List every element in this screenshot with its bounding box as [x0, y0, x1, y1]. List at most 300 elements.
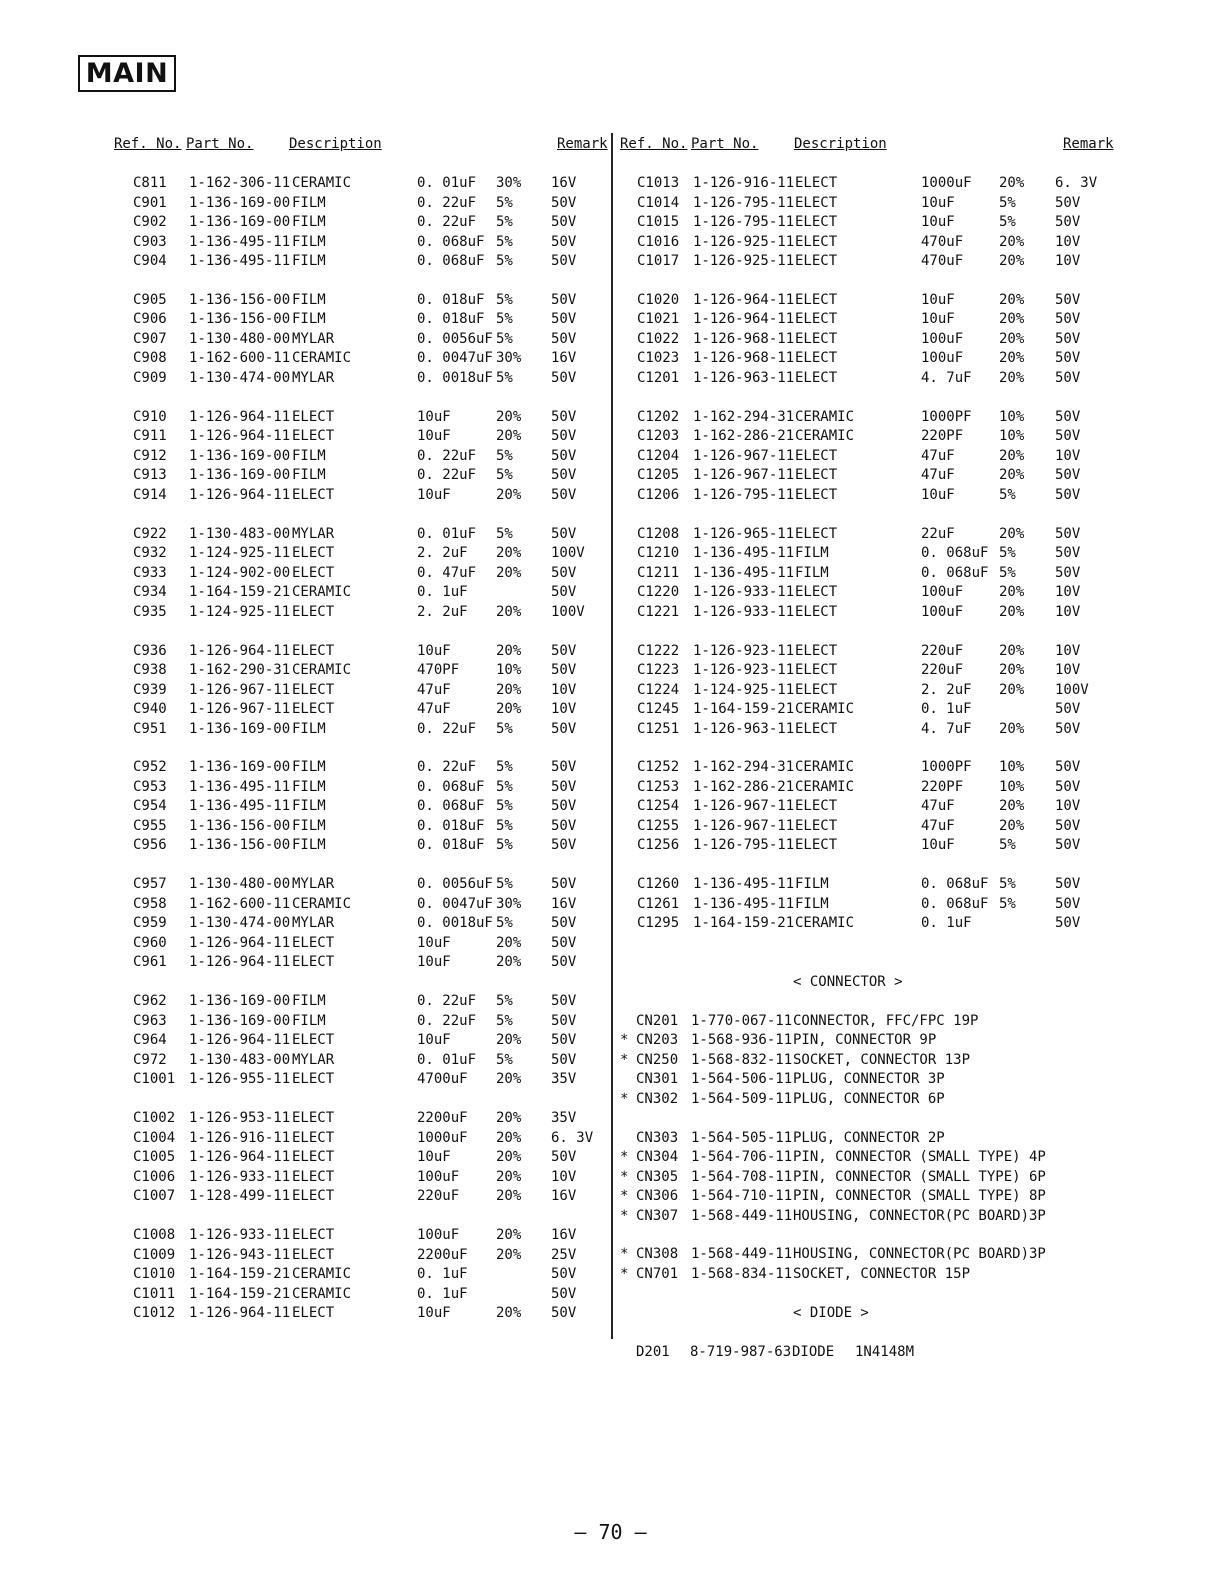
ref-no: C1205 [637, 467, 680, 484]
description: PLUG, CONNECTOR 3P [793, 1071, 945, 1088]
part-no: 1-126-955-11 [189, 1071, 291, 1088]
ref-no: C1222 [637, 642, 680, 659]
ref-no: C1014 [637, 194, 680, 211]
description: FILM [292, 194, 326, 211]
tolerance: 20% [496, 1149, 522, 1166]
description: FILM [292, 798, 326, 815]
tolerance: 20% [999, 447, 1025, 464]
part-no: 1-568-449-11 [691, 1246, 793, 1263]
tolerance: 20% [496, 408, 522, 425]
tolerance: 20% [496, 1188, 522, 1205]
part-no: 1-130-483-00 [189, 525, 291, 542]
part-no: 1-126-964-11 [693, 311, 795, 328]
value: 0. 068uF [921, 564, 989, 581]
description: DIODE [792, 1343, 835, 1360]
part-no: 1-126-964-11 [189, 1305, 291, 1322]
description: MYLAR [292, 915, 335, 932]
part-no: 1-124-925-11 [693, 681, 795, 698]
part-no: 1-124-925-11 [189, 603, 291, 620]
description: FILM [292, 214, 326, 230]
tolerance: 20% [496, 564, 522, 581]
description: PIN, CONNECTOR (SMALL TYPE) 8P [793, 1188, 1046, 1205]
value: 0. 22uF [417, 214, 477, 230]
value: 10uF [417, 1149, 451, 1166]
tolerance: 20% [999, 467, 1025, 484]
description: ELECT [292, 408, 335, 425]
ref-no: C957 [133, 876, 167, 893]
rating: 50V [551, 642, 577, 659]
part-no: 1-130-480-00 [189, 330, 291, 347]
ref-no: C938 [133, 662, 167, 679]
tolerance: 20% [999, 681, 1025, 698]
tolerance: 20% [496, 1227, 522, 1244]
tolerance: 20% [496, 701, 522, 718]
ref-no: C1023 [637, 350, 680, 367]
tolerance: 5% [496, 253, 513, 269]
description: ELECT [292, 486, 335, 503]
part-no: 1-164-159-21 [693, 915, 795, 932]
tolerance: 5% [496, 311, 513, 328]
part-no: 1-136-156-00 [189, 817, 291, 834]
rating: 50V [1055, 817, 1081, 834]
description: ELECT [795, 662, 838, 679]
ref-no: C1006 [133, 1168, 176, 1185]
ref-no: C940 [133, 701, 167, 718]
ref-no: C936 [133, 642, 167, 659]
rating: 50V [551, 253, 577, 269]
rating: 50V [1055, 467, 1081, 484]
tolerance: 30% [496, 350, 522, 367]
tolerance: 10% [999, 759, 1025, 776]
rating: 50V [551, 467, 577, 484]
description: ELECT [795, 467, 838, 484]
rating: 50V [1055, 895, 1081, 912]
rating: 10V [1055, 642, 1081, 659]
tolerance: 5% [999, 876, 1016, 893]
tolerance: 20% [496, 954, 522, 971]
ref-no: CN250 [636, 1051, 679, 1068]
value: 0. 018uF [417, 311, 485, 328]
part-no: 1-126-933-11 [693, 603, 795, 620]
description: ELECT [795, 447, 838, 464]
part-no: 1-164-159-21 [189, 1266, 291, 1283]
description: ELECT [292, 1227, 335, 1244]
value: 0. 47uF [417, 564, 477, 581]
value: 0. 068uF [417, 253, 485, 269]
tolerance: 5% [999, 486, 1016, 503]
description: FILM [292, 233, 326, 250]
value: 0. 01uF [417, 1051, 477, 1068]
value: 10uF [921, 194, 955, 211]
part-no: 1-136-495-11 [693, 876, 795, 893]
part-no: 1-126-916-11 [693, 175, 795, 191]
tolerance: 20% [496, 545, 522, 562]
tolerance: 5% [999, 214, 1016, 230]
rating: 35V [551, 1110, 577, 1127]
rating: 50V [551, 778, 577, 795]
ref-no: C1261 [637, 895, 680, 912]
rating: 50V [551, 194, 577, 211]
part-no: 1-126-933-11 [189, 1168, 291, 1185]
tolerance: 20% [999, 642, 1025, 659]
tolerance: 20% [496, 1071, 522, 1088]
rating: 50V [1055, 330, 1081, 347]
value: 1000PF [921, 759, 972, 776]
tolerance: 20% [496, 934, 522, 951]
part-no: 1-126-964-11 [189, 934, 291, 951]
description: ELECT [795, 253, 838, 269]
value: 1000PF [921, 408, 972, 425]
part-no: 1-136-169-00 [189, 1012, 291, 1029]
value: 2200uF [417, 1246, 468, 1263]
description: SOCKET, CONNECTOR 15P [793, 1265, 971, 1282]
tolerance: 20% [999, 662, 1025, 679]
part-no: 1-136-495-11 [693, 895, 795, 912]
tolerance: 5% [496, 467, 513, 484]
value: 47uF [921, 817, 955, 834]
part-no: 1-568-936-11 [691, 1032, 793, 1049]
ref-no: C908 [133, 350, 167, 367]
description: FILM [292, 291, 326, 308]
part-no: 1-126-963-11 [693, 369, 795, 386]
ref-no: C1256 [637, 837, 680, 854]
tolerance: 20% [999, 369, 1025, 386]
rating: 50V [1055, 876, 1081, 893]
rating: 50V [1055, 408, 1081, 425]
ref-no: CN306 [636, 1188, 679, 1205]
value: 1000uF [417, 1129, 468, 1146]
ref-no: C1253 [637, 778, 680, 795]
description: CERAMIC [292, 1285, 352, 1302]
value: 0. 1uF [417, 584, 468, 601]
description: HOUSING, CONNECTOR(PC BOARD)3P [793, 1246, 1046, 1263]
tolerance: 20% [999, 798, 1025, 815]
part-no: 1-126-916-11 [189, 1129, 291, 1146]
description: ELECT [292, 642, 335, 659]
description: ELECT [795, 525, 838, 542]
value: 47uF [921, 467, 955, 484]
tolerance: 10% [999, 778, 1025, 795]
part-no: 1-126-933-11 [189, 1227, 291, 1244]
value: 0. 1uF [417, 1266, 468, 1283]
ref-no: C1220 [637, 584, 680, 601]
rating: 50V [1055, 350, 1081, 367]
value: 10uF [921, 311, 955, 328]
rating: 50V [551, 584, 577, 601]
part-no: 1-130-474-00 [189, 369, 291, 386]
part-no: 1-130-483-00 [189, 1051, 291, 1068]
rating: 50V [551, 759, 577, 776]
ref-no: C972 [133, 1051, 167, 1068]
ref-no: C1001 [133, 1071, 176, 1088]
description: ELECT [292, 1188, 335, 1205]
header-part-left: Part No. [186, 136, 254, 152]
rating: 50V [551, 1305, 577, 1322]
part-no: 1-568-834-11 [691, 1265, 793, 1282]
value: 0. 01uF [417, 175, 477, 191]
safety-mark: * [620, 1149, 629, 1166]
value: 10uF [417, 1305, 451, 1322]
value: 470uF [921, 253, 964, 269]
description: CERAMIC [795, 778, 855, 795]
value: 220uF [921, 662, 964, 679]
ref-no: CN201 [636, 1012, 679, 1029]
description: PIN, CONNECTOR (SMALL TYPE) 6P [793, 1168, 1046, 1185]
value: 47uF [921, 798, 955, 815]
description: FILM [292, 759, 326, 776]
value: 1000uF [921, 175, 972, 191]
tolerance: 5% [496, 369, 513, 386]
part-no: 1-126-964-11 [189, 1032, 291, 1049]
ref-no: C932 [133, 545, 167, 562]
ref-no: C913 [133, 467, 167, 484]
ref-no: C1009 [133, 1246, 176, 1263]
ref-no: C909 [133, 369, 167, 386]
ref-no: C1206 [637, 486, 680, 503]
ref-no: CN303 [636, 1129, 679, 1146]
safety-mark: * [620, 1246, 629, 1263]
description: MYLAR [292, 369, 335, 386]
ref-no: C912 [133, 447, 167, 464]
tolerance: 10% [496, 662, 522, 679]
description: ELECT [795, 175, 838, 191]
tolerance: 20% [496, 486, 522, 503]
part-no: 1-136-169-00 [189, 720, 291, 737]
part-no: 1-162-294-31 [693, 759, 795, 776]
ref-no: C1221 [637, 603, 680, 620]
description: ELECT [292, 934, 335, 951]
description: CERAMIC [292, 175, 352, 191]
part-no: 1-126-953-11 [189, 1110, 291, 1127]
rating: 50V [1055, 525, 1081, 542]
rating: 50V [551, 525, 577, 542]
rating: 50V [551, 428, 577, 445]
part-no: 1-126-968-11 [693, 330, 795, 347]
ref-no: C906 [133, 311, 167, 328]
tolerance: 5% [496, 993, 513, 1010]
value: 0. 0018uF [417, 369, 493, 386]
ref-no: C1004 [133, 1129, 176, 1146]
description: CERAMIC [795, 915, 855, 932]
tolerance: 20% [496, 428, 522, 445]
rating: 50V [551, 233, 577, 250]
rating: 50V [1055, 759, 1081, 776]
tolerance: 5% [999, 895, 1016, 912]
value: 10uF [417, 428, 451, 445]
part-no: 8-719-987-63 [690, 1343, 792, 1360]
value: 10uF [417, 642, 451, 659]
ref-no: C1255 [637, 817, 680, 834]
rating: 10V [1055, 798, 1081, 815]
tolerance: 5% [496, 194, 513, 211]
part-no: 1-126-943-11 [189, 1246, 291, 1263]
part-no: 1-128-499-11 [189, 1188, 291, 1205]
description: ELECT [795, 603, 838, 620]
rating: 50V [551, 369, 577, 386]
rating: 50V [551, 1051, 577, 1068]
ref-no: C955 [133, 817, 167, 834]
value: 10uF [417, 934, 451, 951]
tolerance: 5% [496, 330, 513, 347]
rating: 6. 3V [1055, 175, 1098, 191]
ref-no: C1002 [133, 1110, 176, 1127]
rating: 10V [1055, 584, 1081, 601]
diode-section-title: < DIODE > [793, 1304, 869, 1321]
description: ELECT [795, 291, 838, 308]
part-no: 1-124-925-11 [189, 545, 291, 562]
safety-mark: * [620, 1168, 629, 1185]
description: MYLAR [292, 876, 335, 893]
description: FILM [795, 895, 829, 912]
description: ELECT [795, 642, 838, 659]
value: 10uF [921, 837, 955, 854]
part-no: 1-136-169-00 [189, 447, 291, 464]
ref-no: C939 [133, 681, 167, 698]
ref-no: C1208 [637, 525, 680, 542]
value: 2. 2uF [417, 603, 468, 620]
ref-no: C956 [133, 837, 167, 854]
value: 220PF [921, 428, 964, 445]
part-no: 1-162-306-11 [189, 175, 291, 191]
column-divider [611, 133, 613, 1339]
ref-no: C1254 [637, 798, 680, 815]
description: ELECT [795, 194, 838, 211]
part-no: 1-136-495-11 [693, 545, 795, 562]
tolerance: 20% [496, 642, 522, 659]
tolerance: 20% [999, 311, 1025, 328]
part-no: 1-126-795-11 [693, 486, 795, 503]
description: ELECT [292, 701, 335, 718]
value: 0. 0056uF [417, 876, 493, 893]
ref-no: C963 [133, 1012, 167, 1029]
value: 220uF [921, 642, 964, 659]
description: FILM [795, 545, 829, 562]
value: 0. 018uF [417, 837, 485, 854]
value: 0. 068uF [921, 545, 989, 562]
description: ELECT [292, 1129, 335, 1146]
ref-no: C962 [133, 993, 167, 1010]
part-no: 1-136-169-00 [189, 194, 291, 211]
part-no: 1-162-600-11 [189, 895, 291, 912]
description: MYLAR [292, 525, 335, 542]
description: CERAMIC [292, 584, 352, 601]
safety-mark: * [620, 1188, 629, 1205]
description: ELECT [795, 330, 838, 347]
value: 0. 068uF [921, 876, 989, 893]
part-no: 1-136-156-00 [189, 837, 291, 854]
description: FILM [292, 1012, 326, 1029]
value: 470PF [417, 662, 460, 679]
description: ELECT [292, 1071, 335, 1088]
rating: 16V [551, 350, 577, 367]
ref-no: CN305 [636, 1168, 679, 1185]
rating: 100V [551, 603, 585, 620]
ref-no: C904 [133, 253, 167, 269]
value: 0. 22uF [417, 447, 477, 464]
value: 100uF [417, 1227, 460, 1244]
tolerance: 20% [999, 817, 1025, 834]
tolerance: 20% [999, 233, 1025, 250]
rating: 50V [551, 486, 577, 503]
description: ELECT [795, 214, 838, 230]
part-no: 1-564-710-11 [691, 1188, 793, 1205]
rating: 10V [1055, 253, 1081, 269]
ref-no: C954 [133, 798, 167, 815]
description: HOUSING, CONNECTOR(PC BOARD)3P [793, 1207, 1046, 1224]
ref-no: C1008 [133, 1227, 176, 1244]
rating: 50V [1055, 778, 1081, 795]
description: ELECT [292, 1149, 335, 1166]
part-no: 1-770-067-11 [691, 1012, 793, 1029]
ref-no: C1201 [637, 369, 680, 386]
ref-no: C958 [133, 895, 167, 912]
safety-mark: * [620, 1032, 629, 1049]
description: ELECT [292, 954, 335, 971]
rating: 50V [551, 1032, 577, 1049]
description: ELECT [292, 545, 335, 562]
ref-no: C911 [133, 428, 167, 445]
description: CERAMIC [292, 1266, 352, 1283]
description: CERAMIC [292, 350, 352, 367]
value: 0. 0047uF [417, 895, 493, 912]
description: CERAMIC [292, 662, 352, 679]
rating: 50V [1055, 837, 1081, 854]
description: CERAMIC [795, 701, 855, 718]
value: 2. 2uF [417, 545, 468, 562]
value: 100uF [921, 584, 964, 601]
description: ELECT [795, 584, 838, 601]
part-no: 1-136-156-00 [189, 291, 291, 308]
part-no: 1-162-286-21 [693, 778, 795, 795]
ref-no: C952 [133, 759, 167, 776]
value: 4. 7uF [921, 720, 972, 737]
tolerance: 10% [999, 428, 1025, 445]
tolerance: 10% [999, 408, 1025, 425]
part-no: 1-126-964-11 [189, 642, 291, 659]
tolerance: 5% [496, 915, 513, 932]
description: ELECT [292, 603, 335, 620]
ref-no: CN701 [636, 1265, 679, 1282]
part-no: 1-564-706-11 [691, 1149, 793, 1166]
value: 2. 2uF [921, 681, 972, 698]
safety-mark: * [620, 1051, 629, 1068]
description: FILM [292, 993, 326, 1010]
value: 10uF [417, 954, 451, 971]
rating: 50V [1055, 369, 1081, 386]
type: 1N4148M [855, 1343, 915, 1360]
ref-no: C960 [133, 934, 167, 951]
value: 0. 22uF [417, 194, 477, 211]
rating: 10V [1055, 662, 1081, 679]
value: 10uF [417, 486, 451, 503]
description: FILM [292, 311, 326, 328]
part-no: 1-126-795-11 [693, 214, 795, 230]
ref-no: D201 [636, 1343, 670, 1360]
rating: 50V [551, 330, 577, 347]
tolerance: 5% [496, 1051, 513, 1068]
rating: 50V [551, 1285, 577, 1302]
tolerance: 5% [496, 778, 513, 795]
description: FILM [292, 720, 326, 737]
part-no: 1-126-964-11 [693, 291, 795, 308]
value: 47uF [921, 447, 955, 464]
tolerance: 20% [999, 584, 1025, 601]
part-no: 1-126-795-11 [693, 194, 795, 211]
rating: 50V [551, 408, 577, 425]
rating: 50V [1055, 428, 1081, 445]
tolerance: 5% [496, 876, 513, 893]
safety-mark: * [620, 1207, 629, 1224]
